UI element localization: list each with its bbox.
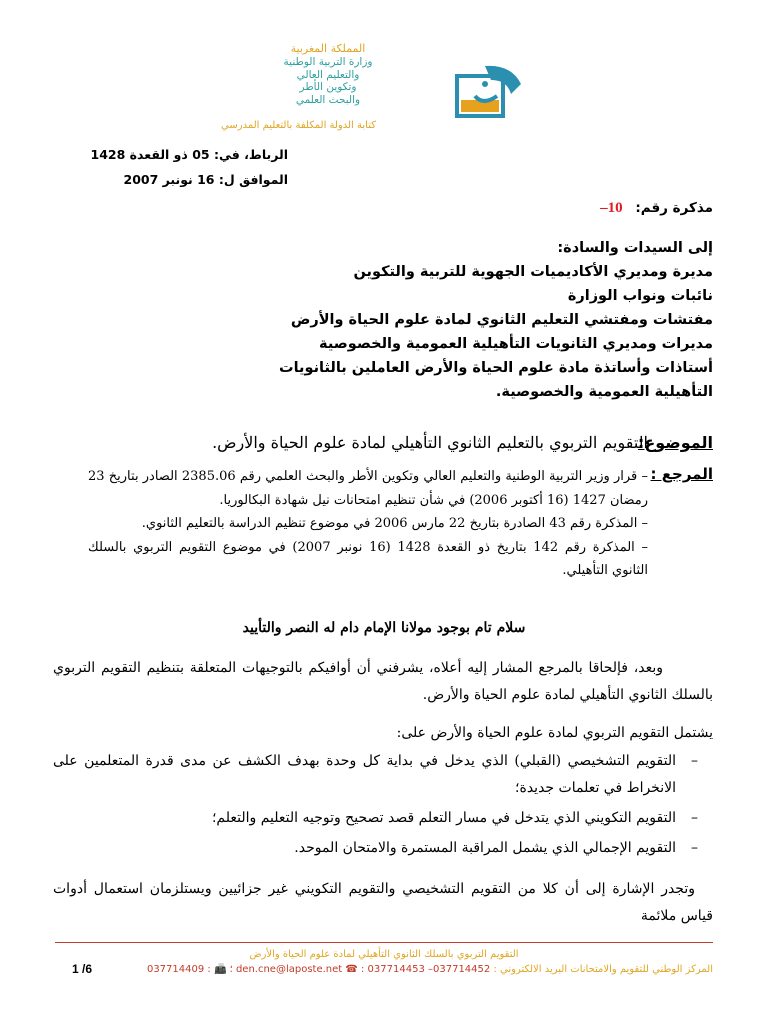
ministry-line: والتعليم العالي bbox=[296, 68, 360, 81]
reference-label: المرجع : bbox=[650, 465, 713, 483]
ministry-line: والبحث العلمي bbox=[295, 93, 361, 106]
body-intro: وبعد، فإلحاقا بالمرجع المشار إليه أعلاه، يشرفني أن أوافيكم بالتوجيهات المتعلقة بتنظيم التقويم التربوي بالسلك الثانوي التأهيلي لمادة علوم الحياة والأرض. bbox=[53, 660, 713, 703]
reference-list bbox=[88, 465, 648, 583]
reference-item: – المذكرة رقم 142 بتاريخ ذو القعدة 1428 (16 نونبر 2007) في موضوع التقويم التربوي بالسلك الثانوي التأهيلي. bbox=[88, 539, 648, 578]
ministry-logo-icon bbox=[455, 62, 525, 120]
memo-number: 10– bbox=[600, 200, 623, 216]
footer-divider bbox=[55, 942, 713, 943]
list-item: – التقويم الإجمالي الذي يشمل المراقبة المستمرة والامتحان الموحد. bbox=[53, 835, 698, 862]
addressee-line: أستاذات وأساتذة مادة علوم الحياة والأرض العاملين بالثانويات bbox=[279, 360, 713, 376]
addressee-line: إلى السيدات والسادة: bbox=[557, 240, 713, 256]
footer-phones: ☎ : 037714453 –037714452 ؛ 📠 : 037714409 bbox=[146, 964, 491, 975]
addressee-line: التأهيلية العمومية والخصوصية. bbox=[495, 384, 713, 400]
footer-center: المركز الوطني للتقويم والامتحانات البريد الالكتروني : bbox=[493, 964, 713, 975]
evaluation-list bbox=[53, 748, 698, 865]
addressee-line: نائبات ونواب الوزارة bbox=[567, 288, 713, 304]
memo-number-line bbox=[600, 200, 713, 217]
subject-text: التقويم التربوي بالتعليم الثانوي التأهيلي لمادة علوم الحياة والأرض. bbox=[212, 433, 648, 452]
secretariat-name: كتابة الدولة المكلفة بالتعليم المدرسي bbox=[221, 120, 376, 131]
ministry-line: وتكوين الأطر bbox=[299, 81, 357, 93]
reference-item: – قرار وزير التربية الوطنية والتعليم العالي وتكوين الأطر والبحث العلمي رقم 2385.06 الصادر بتاريخ 23 رمضان 1427 (16 أكتوبر 2006) في شأن تنظيم امتحانات نيل شهادة البكالوريا. bbox=[88, 469, 648, 508]
kingdom-name: المملكة المغربية bbox=[290, 42, 366, 55]
page-number: 1 /6 bbox=[72, 962, 93, 976]
footer-email[interactable]: den.cne@laposte.net bbox=[235, 964, 343, 975]
addressee-line: مديرة ومديري الأكاديميات الجهوية للتربية والتكوين bbox=[353, 264, 713, 280]
greeting: سلام تام بوجود مولانا الإمام دام له النصر والتأييد bbox=[242, 620, 526, 636]
date-hijri: الرباط، في: 05 ذو القعدة 1428 bbox=[90, 147, 288, 162]
body-closing: وتجدر الإشارة إلى أن كلا من التقويم التشخيصي والتقويم التكويني غير جزائيين ويستلزمان استعمال أدوات قياس ملائمة bbox=[53, 881, 713, 924]
addressee-line: مديرات ومديري الثانويات التأهيلية العمومية والخصوصية bbox=[319, 336, 713, 352]
addressees bbox=[93, 236, 713, 404]
list-item: – التقويم التشخيصي (القبلي) الذي يدخل في بداية كل وحدة بهدف الكشف عن مدى قدرة المتعلمين على الانخراط في تعلمات جديدة؛ bbox=[53, 748, 698, 802]
reference-item: – المذكرة رقم 43 الصادرة بتاريخ 22 مارس 2006 في موضوع تنظيم الدراسة بالتعليم الثانوي. bbox=[141, 516, 648, 531]
ministry-header bbox=[268, 42, 388, 106]
memo-label: مذكرة رقم: bbox=[635, 200, 713, 216]
ministry-line: وزارة التربية الوطنية bbox=[283, 56, 373, 68]
list-item: – التقويم التكويني الذي يتدخل في مسار التعلم قصد تصحيح وتوجيه التعليم والتعلم؛ bbox=[53, 805, 698, 832]
footer-title: التقويم التربوي بالسلك الثانوي التأهيلي لمادة علوم الحياة والأرض bbox=[249, 949, 519, 960]
date-gregorian: الموافق ل: 16 نونبر 2007 bbox=[123, 172, 288, 187]
addressee-line: مفتشات ومفتشي التعليم الثانوي لمادة علوم الحياة والأرض bbox=[290, 312, 713, 328]
subject-label: الموضوع: bbox=[637, 433, 713, 452]
body-list-intro: يشتمل التقويم التربوي لمادة علوم الحياة والأرض على: bbox=[396, 725, 713, 741]
footer-contact bbox=[147, 964, 713, 975]
